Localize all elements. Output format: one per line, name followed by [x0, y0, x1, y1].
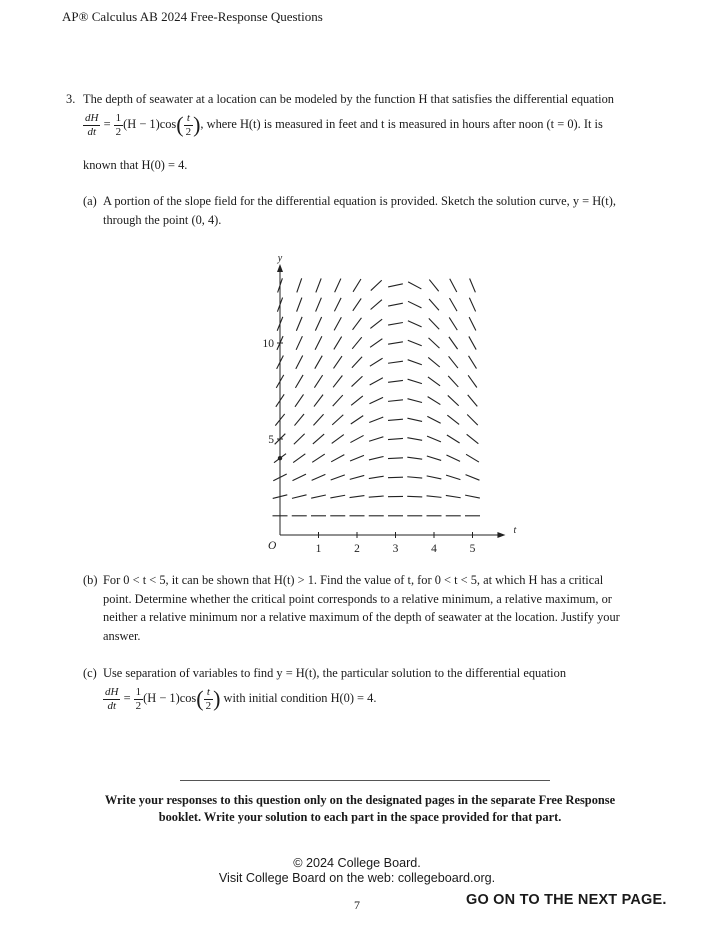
- slope-segment: [294, 434, 305, 444]
- x-tick-label: 4: [431, 543, 437, 555]
- slope-segment: [335, 279, 341, 293]
- y-tick-label: 10: [262, 338, 274, 350]
- slope-segment: [469, 336, 476, 349]
- slope-segment: [407, 457, 422, 459]
- part-c-line1: Use separation of variables to find y = H(t), the particular solution to the differential equation: [103, 666, 567, 680]
- slope-segment: [351, 396, 363, 405]
- slope-segment: [311, 495, 326, 498]
- slope-segment: [448, 395, 459, 405]
- slope-segment: [350, 435, 363, 442]
- part-b-line4: answer.: [103, 629, 141, 643]
- slope-segment: [331, 455, 344, 462]
- slope-segment: [315, 336, 322, 349]
- slope-segment: [295, 375, 303, 388]
- slope-segment: [429, 318, 439, 329]
- question-intro-line2-rest: , where H(t) is measured in feet and t is measured in hours after noon (t = 0). It is: [200, 116, 603, 131]
- slope-segment: [353, 298, 361, 310]
- slope-segment: [447, 435, 460, 443]
- slope-segment: [315, 356, 322, 369]
- question-intro-line1: The depth of seawater at a location can be modeled by the function H that satisfies the differential equation: [83, 92, 615, 106]
- slope-segment: [351, 416, 363, 424]
- slope-segment: [369, 476, 384, 478]
- slope-segment: [369, 437, 383, 442]
- slope-segment: [369, 496, 384, 497]
- slope-segment: [408, 360, 422, 365]
- y-axis-label: y: [277, 253, 283, 264]
- slope-segment: [427, 496, 442, 498]
- slope-segment: [465, 495, 480, 498]
- slope-segment: [314, 395, 323, 407]
- slope-segment: [446, 495, 461, 497]
- slope-segment: [316, 298, 322, 312]
- x-tick-label: 2: [354, 543, 360, 555]
- slope-segment: [469, 317, 476, 330]
- part-c-condition: with initial condition H(0) = 4.: [223, 690, 377, 705]
- slope-segment: [350, 455, 364, 461]
- slope-segment: [370, 339, 382, 348]
- slope-segment: [369, 417, 383, 422]
- slope-segment: [428, 357, 440, 367]
- slope-segment: [388, 342, 403, 344]
- slope-segment: [316, 278, 321, 292]
- slope-segment: [350, 496, 365, 498]
- slope-segment: [449, 317, 457, 330]
- slope-segment: [446, 475, 460, 479]
- part-a-line2: through the point (0, 4).: [103, 213, 222, 227]
- slope-segment: [370, 319, 382, 328]
- slope-segment: [428, 377, 440, 386]
- slope-segment: [467, 434, 479, 443]
- slope-segment: [352, 357, 362, 368]
- question-number: 3.: [66, 92, 76, 106]
- slope-segment: [331, 475, 345, 480]
- slope-segment: [408, 301, 421, 308]
- slope-segment: [407, 496, 422, 497]
- initial-point: [278, 456, 282, 460]
- slope-segment: [370, 358, 383, 366]
- slope-segment: [427, 416, 440, 423]
- slope-segment: [429, 338, 440, 348]
- slope-segment: [312, 454, 325, 462]
- part-b-label: (b): [83, 573, 98, 587]
- slope-segment: [297, 298, 302, 312]
- eq2-lhs-fraction: $\frac{dH}{dt}$: [105, 686, 119, 712]
- slope-segment: [388, 458, 403, 459]
- slope-segment: [313, 434, 324, 444]
- slope-segment: [466, 454, 479, 462]
- x-tick-label: 5: [469, 543, 476, 555]
- slope-segment: [334, 337, 342, 350]
- slope-segment: [352, 376, 363, 386]
- slope-segment: [449, 298, 457, 311]
- slope-segment: [467, 415, 478, 426]
- slope-segment: [427, 456, 441, 460]
- y-tick-label: 5: [268, 434, 274, 446]
- slope-segment: [429, 299, 439, 310]
- slope-segment: [469, 298, 475, 312]
- slope-segment: [427, 476, 442, 479]
- part-a-label: (a): [83, 194, 97, 208]
- slope-segment: [334, 298, 341, 311]
- slope-segment: [294, 414, 304, 426]
- differential-equation-line: $\frac{dH}{dt}$ = $\frac{1}{2}$ (H − 1)cos( $\frac{t}{2}$ ), where H(t) is measured in feet and t is measured in hours after noon (t = 0). It is: [85, 112, 603, 138]
- slope-segment: [468, 395, 478, 407]
- eq-coef-fraction: $\frac{1}{2}$: [115, 112, 122, 138]
- slope-segment: [408, 340, 422, 346]
- slope-segment: [296, 356, 303, 369]
- slope-field-segments: [273, 278, 481, 516]
- slope-segment: [330, 495, 345, 498]
- origin-label: O: [268, 540, 277, 552]
- slope-segment: [470, 278, 476, 292]
- slope-segment: [297, 278, 302, 292]
- go-on-next-page: GO ON TO THE NEXT PAGE.: [466, 892, 667, 908]
- eq2-coef-fraction: $\frac{1}{2}$: [135, 686, 142, 712]
- slope-segment: [334, 356, 342, 368]
- instructions-line2: booklet. Write your solution to each part in the space provided for that part.: [158, 810, 562, 824]
- page-header: AP® Calculus AB 2024 Free-Response Questions: [62, 9, 323, 24]
- slope-segment: [466, 475, 480, 481]
- slope-segment: [407, 477, 422, 478]
- slope-segment: [388, 361, 403, 363]
- slope-segment: [446, 455, 460, 461]
- slope-segment: [408, 282, 421, 289]
- slope-segment: [469, 356, 477, 369]
- slope-segment: [315, 317, 321, 331]
- slope-segment: [312, 474, 326, 480]
- slope-segment: [313, 414, 323, 425]
- part-b-line1: For 0 < t < 5, it can be shown that H(t) > 1. Find the value of t, for 0 < t < 5, at which H has a critical: [103, 573, 604, 587]
- t-axis-label: t: [513, 525, 517, 536]
- slope-segment: [408, 321, 422, 327]
- slope-segment: [449, 337, 458, 349]
- slope-segment: [353, 279, 361, 292]
- slope-segment: [296, 317, 302, 331]
- slope-segment: [388, 380, 403, 382]
- divider-line: [180, 780, 550, 781]
- y-axis-arrow: [277, 264, 283, 272]
- eq-middle: (H − 1)cos: [123, 116, 177, 131]
- slope-segment: [334, 317, 341, 330]
- part-c-label: (c): [83, 666, 97, 680]
- slope-segment: [388, 419, 403, 420]
- t-axis-arrow: [497, 532, 505, 538]
- page-number: 7: [354, 898, 360, 912]
- slope-segment: [448, 376, 458, 387]
- copyright: © 2024 College Board.: [293, 856, 421, 870]
- slope-segment: [333, 375, 342, 387]
- instructions-line1: Write your responses to this question only on the designated pages in the separate Free Response: [104, 793, 616, 807]
- slope-segment: [388, 284, 403, 287]
- slope-segment: [408, 379, 422, 383]
- slope-segment: [332, 435, 344, 444]
- slope-segment: [468, 375, 477, 387]
- part-b-line2: point. Determine whether the critical point corresponds to a relative minimum, a relative maximum, or: [103, 592, 612, 606]
- slope-segment: [293, 474, 307, 481]
- slope-segment: [407, 418, 422, 421]
- slope-segment: [388, 303, 403, 306]
- slope-segment: [314, 375, 322, 388]
- slope-segment: [449, 356, 458, 368]
- slope-segment: [447, 415, 459, 424]
- slope-segment: [353, 318, 362, 330]
- slope-segment: [388, 323, 403, 326]
- slope-segment: [292, 495, 307, 499]
- eq-arg-fraction: $\frac{t}{2}$: [185, 112, 192, 138]
- slope-segment: [429, 280, 438, 292]
- visit-link-text: Visit College Board on the web: collegeboard.org.: [218, 871, 496, 885]
- slope-segment: [296, 336, 302, 350]
- slope-segment: [450, 279, 457, 292]
- slope-segment: [407, 438, 422, 441]
- part-c-equation-line: $\frac{dH}{dt}$ = $\frac{1}{2}$ (H − 1)cos( $\frac{t}{2}$ ) with initial condition H(0) = 4.: [105, 686, 377, 712]
- eq2-arg-fraction: $\frac{t}{2}$: [205, 686, 212, 712]
- eq-lhs-fraction: $\frac{dH}{dt}$: [85, 112, 99, 138]
- part-a-line1: A portion of the slope field for the differential equation is provided. Sketch the solution curve, y = H(t),: [103, 194, 616, 208]
- slope-segment: [369, 456, 384, 459]
- slope-segment: [332, 415, 343, 425]
- slope-segment: [371, 280, 382, 290]
- slope-segment: [428, 397, 441, 405]
- slope-segment: [369, 397, 383, 403]
- slope-segment: [388, 477, 403, 478]
- x-tick-label: 3: [392, 543, 399, 555]
- x-tick-label: 1: [315, 543, 322, 555]
- part-b-line3: neither a relative minimum nor a relative maximum of the depth of seawater at the location. Justify your: [103, 610, 620, 624]
- slope-segment: [388, 438, 403, 439]
- slope-segment: [352, 337, 362, 349]
- slope-segment: [371, 300, 382, 310]
- question-intro-line3: known that H(0) = 4.: [83, 158, 188, 172]
- slope-field-graph: [240, 250, 517, 560]
- slope-segment: [408, 399, 423, 403]
- slope-segment: [295, 394, 304, 406]
- slope-segment: [427, 436, 441, 442]
- slope-segment: [350, 475, 364, 479]
- eq2-middle: (H − 1)cos: [143, 690, 197, 705]
- slope-segment: [388, 400, 403, 402]
- slope-field-labels: [263, 253, 517, 555]
- slope-segment: [370, 378, 383, 385]
- slope-segment: [333, 395, 343, 406]
- slope-segment: [293, 454, 305, 463]
